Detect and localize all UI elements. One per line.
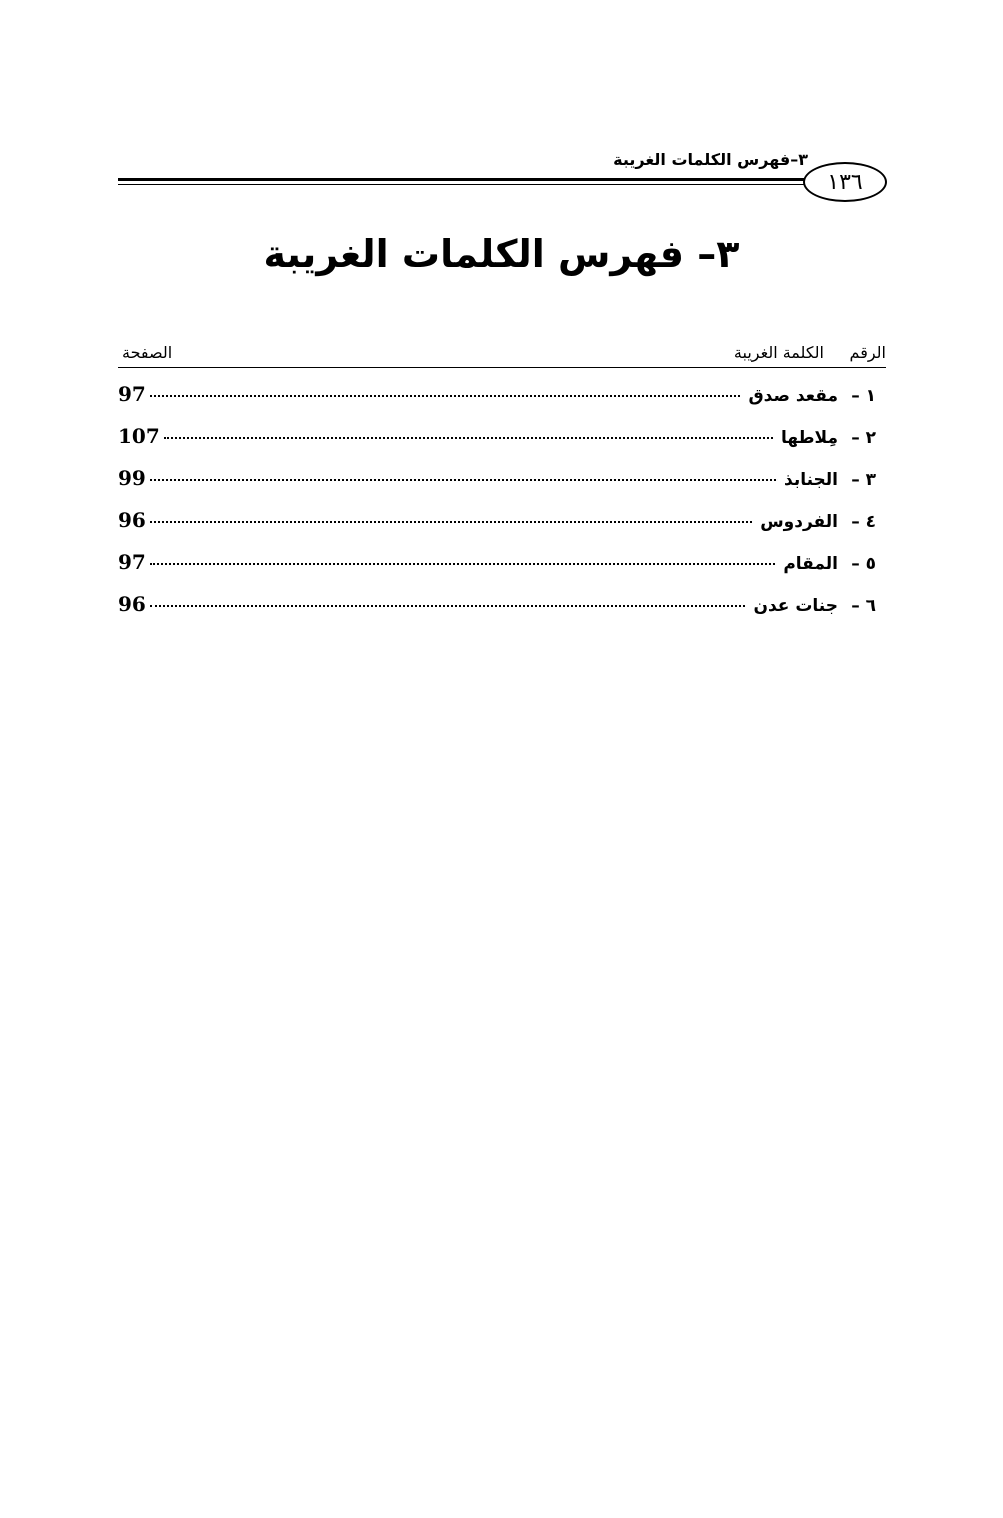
index-entry: [118, 508, 876, 550]
index-entry: [118, 424, 876, 466]
header-rule-thick: [118, 178, 808, 181]
dot-leader: [150, 395, 741, 397]
dot-leader: [150, 521, 752, 523]
table-header: [118, 343, 886, 368]
entry-page: 99: [118, 466, 146, 490]
dot-leader: [164, 437, 773, 439]
entry-word: الجنابذ: [784, 470, 838, 490]
column-header-page: الصفحة: [122, 343, 173, 362]
entry-word: الفردوس: [760, 512, 838, 532]
dot-leader: [150, 563, 775, 565]
entry-number: ١ –: [851, 386, 876, 406]
entry-word: جنات عدن: [753, 596, 838, 616]
dot-leader: [150, 605, 746, 607]
page-number: ١٣٦: [803, 162, 887, 202]
index-entry: [118, 382, 876, 424]
running-title: ٣–فهرس الكلمات الغريبة: [613, 150, 808, 169]
entry-number: ٢ –: [851, 428, 876, 448]
column-header-word: الكلمة الغريبة: [733, 343, 824, 362]
dot-leader: [150, 479, 776, 481]
index-entry: [118, 466, 876, 508]
index-list: [118, 382, 876, 634]
entry-word: المقام: [783, 554, 838, 574]
column-header-number: الرقم: [849, 343, 886, 362]
entry-page: 97: [118, 550, 146, 574]
entry-word: مقعد صدق: [748, 386, 838, 406]
index-entry: [118, 592, 876, 634]
entry-number: ٦ –: [851, 596, 876, 616]
entry-number: ٥ –: [851, 554, 876, 574]
entry-word: مِلاطها: [780, 428, 838, 448]
page-title: ٣– فهرس الكلمات الغريبة: [263, 232, 740, 276]
entry-number: ٤ –: [851, 512, 876, 532]
index-entry: [118, 550, 876, 592]
entry-page: 96: [118, 592, 146, 616]
header-rule-thin: [118, 184, 808, 185]
entry-number: ٣ –: [851, 470, 876, 490]
entry-page: 97: [118, 382, 146, 406]
entry-page: 96: [118, 508, 146, 532]
entry-page: 107: [118, 424, 160, 448]
